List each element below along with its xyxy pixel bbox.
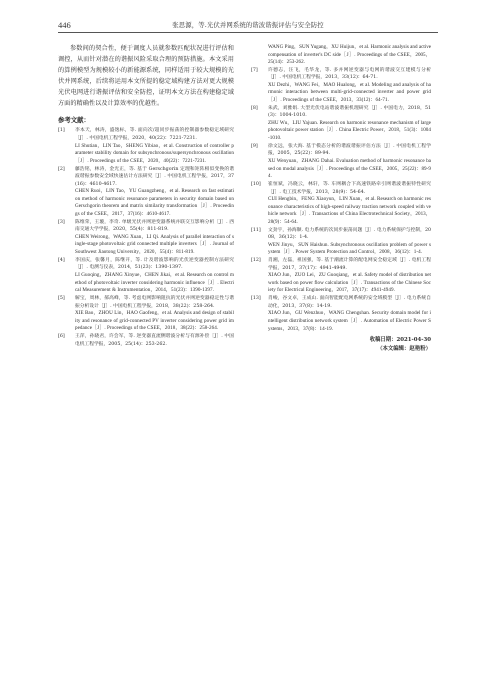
reference-item [251,227,431,257]
reference-chinese: 藤浩铭，林涛，金光正，等. 基于 Gerschgorin 定理和矩阵相似变换的谐波谐振参数安全域快速估计方法研究［J］. 中国电机工程学报，2017，37(16)：4610-4617. [75,166,234,187]
reference-body [268,181,431,226]
reference-body [75,333,234,348]
reference-body [75,219,234,257]
reference-chinese: 文劲宇，孙海顺. 电力系统的次同步振荡问题［J］. 电力系统保护与控制，2008，36(12)：1-4. [268,227,431,241]
reference-body [268,295,431,333]
reference-english: XIE Bao，ZHOU Lin，HAO Gaofeng，et al. Analysis and design of stability and resonance of grid-connected PV inverter considering power grid impedance［J］. Proceedings of the CSEE，2018，38(22)：258-264. [75,310,234,332]
editor-note: （本文编辑：赵艳粉） [377,346,431,353]
reference-6-continued [251,44,431,67]
reference-chinese: 肖峻，谷文卓，王成山. 面向智能配电网系统的安全域模型［J］. 电力系统自动化，2013，37(8)：14-19. [268,296,431,309]
reference-item [251,295,431,333]
reference-number: [9] [251,143,258,149]
reference-item [58,257,234,295]
reference-number: [2] [58,166,65,172]
reference-body [75,166,234,219]
reference-number: [11] [251,227,261,233]
reference-chinese: 徐文远，张大海. 基于模态分析的谐波谐振评估方法［J］. 中国电机工程学报，2005，25(22)：89-94. [268,143,431,157]
reference-english: XU Wenyuan，ZHANG Dahai. Evaluation method of harmonic resonance based on modal analysis［J］. Proceedings of the CSEE，2005，25(22)：89-94. [268,157,431,180]
reference-number: [3] [58,219,65,225]
reference-number: [13] [251,296,261,302]
received-date: 收稿日期：2021-04-30 [369,337,431,344]
reference-body [75,295,234,333]
reference-item [251,257,431,295]
reference-item [251,105,431,143]
reference-number: [8] [251,105,258,111]
reference-chinese: 陈维荣，王璇，李奇. 单级光伏并网逆变器系统并联交互影响分析［J］. 西南交通大学学报，2020，55(4)：811-819. [75,219,234,233]
references-heading: 参考文献： [58,116,90,125]
reference-list-left [58,127,234,348]
reference-number: [4] [58,257,65,263]
reference-chinese: 李国庆，张馨月，陈继开，等. 计及谐波影响的光伏逆变器控制方法研究［J］. 电测与仪表，2014，51(23)：1390-1397. [75,257,234,271]
reference-chinese: 肖湘，左磊，祖国强，等. 基于潮流计算的配电网安全稳定域［J］. 电机工程学报，2017，37(17)：4941-4949. [268,258,431,271]
right-column [251,44,431,354]
reference-chinese: 崔恒斌，冯晓云，林轩，等. 车网耦合下高速铁路牵引网谐波谐振特性研究［J］. 电工技术学报，2013，28(9)：54-64. [268,182,431,195]
reference-chinese: 许德志，汪飞，毛华龙，等. 多并网逆变器与电网的谐波交互建模与分析［J］. 中国电机工程学报，2013，33(12)：64-71. [268,67,431,81]
reference-number: [7] [251,67,258,73]
reference-english: LI Guoqing，ZHANG Xinyue，CHEN Jikai，et al. Research on control method of photovoltaic inverter considering harmonic influence［J］. Electrical Measurement & Instrumentation，2014，51(23)：1390-1397. [75,272,234,294]
reference-body [268,67,431,105]
page-number: 446 [58,20,71,30]
conclusion-paragraph [58,44,234,109]
reference-body [75,257,234,295]
reference-item [251,143,431,181]
reference-number: [12] [251,258,261,264]
running-title: 张思源，等.光伏并网系统的谐波谐振评估与安全防控 [172,21,324,29]
reference-english: XU Dezhi，WANG Fei，MAO Hualong，et al. Modeling and analysis of harmonic interaction between multi-grid-connected inverter and power grid［J］. Proceedings of the CSEE，2013，33(12)：64-71. [268,81,431,103]
reference-item [58,333,234,348]
reference-english: CHEN Ruoi，LIN Tao，YU Guangzheng，et al. Research on fast estimation method of harmonic resonance parameters in security domain based on Gerschgorin theorem and matrix similarity transformation［J］. Proceedings of the CSEE，2017，37(16)：4610-4617. [75,188,234,217]
reference-english: XIAO Jun，ZUO Lei，ZU Guoqiang，et al. Safety model of distribution network based on power flow calculation［J］. Transactions of the Chinese Society for Electrical Engineering，2017，37(17)：4941-4949. [268,272,431,294]
reference-item [58,295,234,333]
reference-number: [5] [58,296,65,302]
reference-number: [6] [58,334,65,340]
left-column [58,44,234,349]
reference-english: WANG Ping，SUN Yugang，XU Huijun，et al. Harmonic analysis and active compensation of inverter's DC side［J］. Proceedings of the CSEE，2005，25(14)：253-262. [268,44,431,66]
reference-body [268,257,431,295]
reference-english: WEN Jinyu，SUN Haishun. Subsynchronous oscillation problem of power system［J］. Power System Protection and Control，2008，36(12)：1-4. [268,241,431,256]
reference-item [58,127,234,165]
reference-number: [10] [251,182,261,188]
reference-number: [1] [58,128,65,134]
reference-chinese: 王萍，孙晓君，许会军，等. 逆变器直流侧谐波分析与有源补偿［J］. 中国电机工程学报，2005，25(14)：253-262. [75,334,234,347]
reference-list-right [251,67,431,333]
reference-body [75,127,234,165]
reference-english: ZHU Wu，LIU Yajuan. Research on harmonic resonance mechanism of large photovoltaic power station［J］. China Electric Power，2018，51(3)：1004-1010. [268,119,431,141]
reference-item [58,166,234,219]
reference-chinese: 朱武，刘雅娟. 大型光伏电站谐波谐振机理研究［J］. 中国电力，2018，51(3)：1004-1010. [268,105,431,119]
reference-english: CHEN Weirong，WANG Xuan，LI Qi. Analysis of parallel interaction of single-stage photovoltaic grid connected multiple inverters［J］. Journal of Southwest Jiaotong University，2020，55(4)：811-819. [75,233,234,255]
reference-chinese: 李本天，林涛，盛逸标，等. 面向次/超同步振荡的控制器参数稳定域研究［J］. 中国电机工程学报，2020，40(22)：7221-7231. [75,128,234,141]
reference-item [58,219,234,257]
reference-english: CUI Hengbin，FENG Xiaoyun，LIN Xuan，et al. Research on harmonic resonance characteristics of high-speed railway traction network coupled with vehicle network［J］. Transactions of China Electrotechnical Society，2013，28(9)：54-64. [268,196,431,225]
reference-english: LI Shutian，LIN Tao，SHENG Yibiao，et al. Construction of controller parameter stability domain for subsynchronous/supersynchronous oscillation［J］. Proceedings of the CSEE，2020，40(22)：7221-7231. [75,142,234,164]
body-text: 参数间的契合性，便于调度人员就参数匹配状况进行评估和调控，从而针对潜在的谐振风险采取合理的预防措施。本文采用的算例模型为规模较小的新能源系统，同样适用于较大规模的光伏并网系统，后续将运用本文所提的稳定域构建方法对更大规模光伏电网进行谐振评估和安全防控，证明本文方法在构建稳定域方面的精确性以及计算效率的优越性。 [58,45,234,107]
reference-item [251,181,431,226]
reference-body [268,105,431,143]
reference-english: XIAO Jun，GU Wenzhuo，WANG Chengshan. Security domain model for intelligent distribution network system［J］. Automation of Electric Power Systems，2013，37(8)：14-19. [268,310,431,332]
running-header [58,20,438,33]
reference-body [268,143,431,181]
reference-item [251,67,431,105]
reference-chinese: 解宝，周林，郝高峰，等. 考虑电网影响阻抗的光伏并网逆变器稳定性与谐振分析设计［J］. 中国电机工程学报，2018，38(22)：258-264. [75,296,234,309]
reference-body [268,227,431,257]
